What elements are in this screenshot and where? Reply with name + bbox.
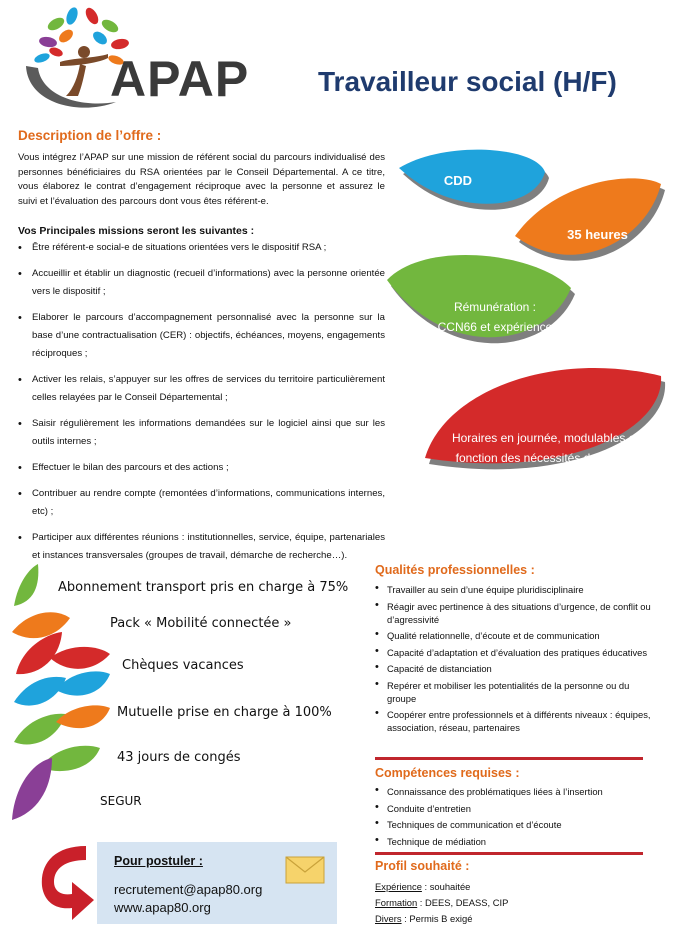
profile-row xyxy=(375,879,508,895)
benefit-item: Pack « Mobilité connectée » xyxy=(110,616,292,631)
apply-email[interactable]: recrutement@apap80.org xyxy=(114,882,263,897)
apap-logo xyxy=(20,4,270,116)
profile-label: Formation xyxy=(375,897,418,908)
profile-value: : Permis B exigé xyxy=(401,913,473,924)
apply-box xyxy=(97,842,337,924)
pay-label-line2: CCN66 et expérience xyxy=(437,320,553,334)
quality-item: • Qualité relationnelle, d’écoute et de communication xyxy=(375,629,657,642)
skill-item: • Technique de médiation xyxy=(375,835,657,848)
mission-item: • Saisir régulièrement les informations demandées sur le logiciel ainsi que sur les outils internes ; xyxy=(18,415,385,451)
mission-item: • Effectuer le bilan des parcours et des actions ; xyxy=(18,459,385,477)
mission-item: • Participer aux différentes réunions : institutionnelles, service, équipe, partenariales et instances transversales (groupes de travail, démarche de recherche…). xyxy=(18,529,385,565)
missions-list xyxy=(18,239,385,569)
hours-label: 35 heures xyxy=(567,227,628,242)
benefit-item: Chèques vacances xyxy=(122,658,244,673)
profile-row xyxy=(375,911,508,927)
profile-rows xyxy=(375,879,508,927)
mission-item: • Accueillir et établir un diagnostic (recueil d’informations) avec la personne orientée vers le dispositif ; xyxy=(18,265,385,301)
qualities-list xyxy=(375,583,657,738)
description-intro: Vous intégrez l’APAP sur une mission de référent social du parcours individualisé des personnes bénéficiaires du RSA orientées par le Conseil Départemental. A ce titre, vous élaborez le contrat d’engagement réciproque avec la personne et assurez le suivi et l’évaluation des parcours dont vous êtes référent-e. xyxy=(18,152,385,207)
qualities-heading: Qualités professionnelles : xyxy=(375,563,535,577)
quality-item: • Capacité d’adaptation et d’évaluation des pratiques éducatives xyxy=(375,646,657,659)
skills-heading: Compétences requises : xyxy=(375,766,520,780)
skill-item: • Connaissance des problématiques liées à l’insertion xyxy=(375,785,657,798)
benefits-leaves-graphic xyxy=(10,562,120,824)
quality-item: • Réagir avec pertinence à des situations d’urgence, de conflit ou d’agressivité xyxy=(375,600,657,626)
schedule-label-line2: fonction des nécessités de service xyxy=(455,451,639,465)
profile-label: Expérience xyxy=(375,881,422,892)
apply-website[interactable]: www.apap80.org xyxy=(114,900,211,915)
skill-item: • Conduite d’entretien xyxy=(375,802,657,815)
quality-item: • Repérer et mobiliser les potentialités de la personne ou du groupe xyxy=(375,679,657,705)
mission-item: • Elaborer le parcours d’accompagnement personnalisé avec la personne sur la base d’une contractualisation (CER) : objectifs, échéances, moyens, engagements réciproques ; xyxy=(18,309,385,363)
missions-heading: Vos Principales missions seront les suivantes : xyxy=(18,225,255,237)
profile-heading: Profil souhaité : xyxy=(375,859,470,873)
quality-item: • Coopérer entre professionnels et à différents niveaux : équipes, association, réseau, partenaires xyxy=(375,708,657,734)
benefit-item: 43 jours de congés xyxy=(117,750,241,765)
contract-label: CDD xyxy=(443,173,473,188)
apply-heading: Pour postuler : xyxy=(114,854,203,868)
pay-label-line1: Rémunération : xyxy=(453,300,537,314)
mission-item: • Contribuer au rendre compte (remontées d’informations, communications internes, etc) ; xyxy=(18,485,385,521)
profile-row xyxy=(375,895,508,911)
mission-item: • Être référent-e social-e de situations orientées vers le dispositif RSA ; xyxy=(18,239,385,257)
page-title: Travailleur social (H/F) xyxy=(318,66,617,97)
logo-text: APAP xyxy=(110,51,250,107)
quality-item: • Capacité de distanciation xyxy=(375,662,657,675)
schedule-label-line1: Horaires en journée, modulables en xyxy=(451,431,643,445)
benefit-item: Abonnement transport pris en charge à 75% xyxy=(58,580,349,595)
quality-item: • Travailler au sein d’une équipe pluridisciplinaire xyxy=(375,583,657,596)
description-heading: Description de l’offre : xyxy=(18,128,162,143)
mission-item: • Activer les relais, s’appuyer sur les offres de services du territoire particulièrement celles relayées par le Conseil Départemental ; xyxy=(18,371,385,407)
divider xyxy=(375,757,643,760)
benefit-item: SEGUR xyxy=(100,794,142,808)
curved-arrow-icon xyxy=(36,842,98,924)
divider xyxy=(375,852,643,855)
benefit-item: Mutuelle prise en charge à 100% xyxy=(117,705,332,720)
skills-list xyxy=(375,785,657,851)
profile-value: : DEES, DEASS, CIP xyxy=(417,897,509,908)
profile-label: Divers xyxy=(375,913,402,924)
skill-item: • Techniques de communication et d’écoute xyxy=(375,818,657,831)
envelope-icon xyxy=(285,856,325,884)
profile-value: : souhaitée xyxy=(421,881,471,892)
